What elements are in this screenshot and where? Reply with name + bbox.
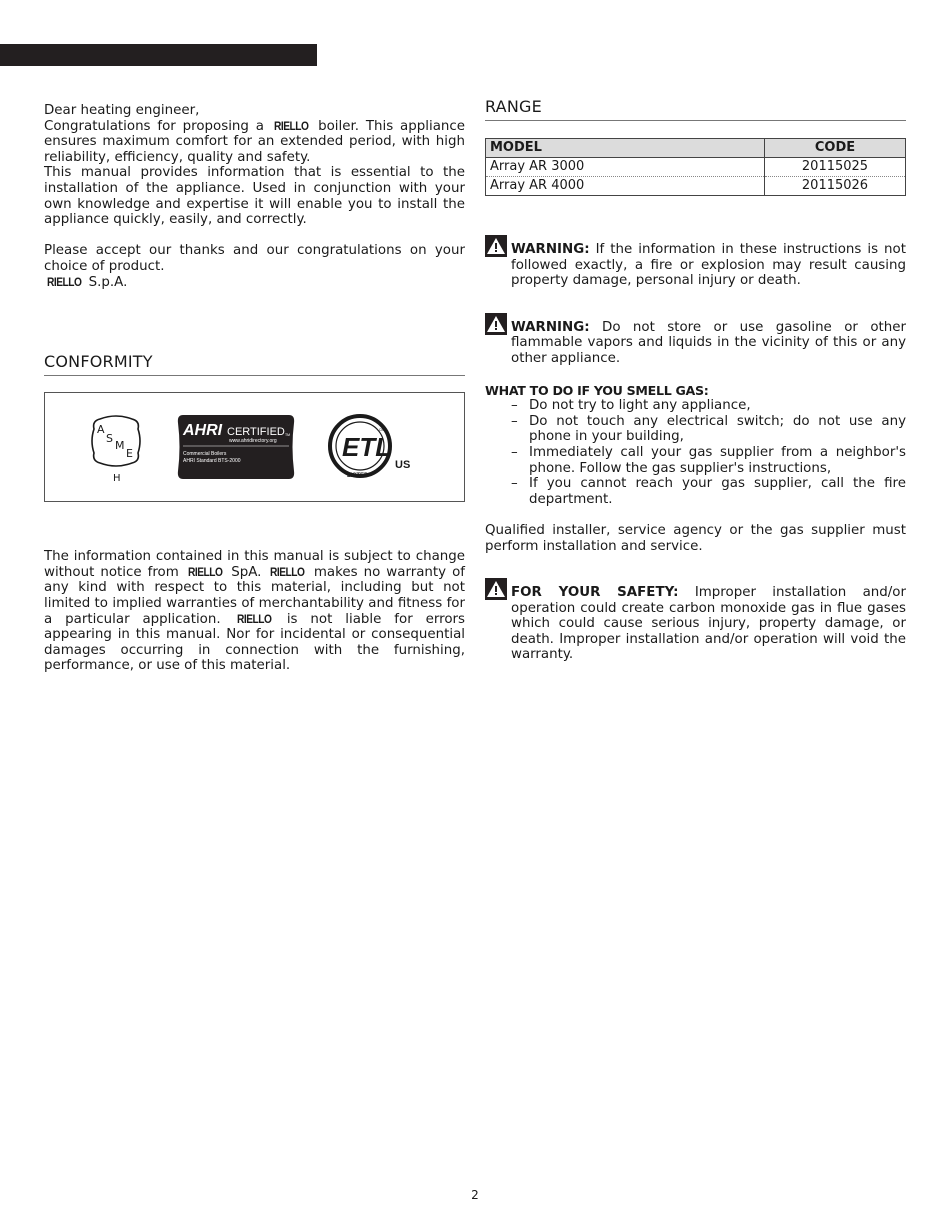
ahri-certified: CERTIFIED xyxy=(227,426,285,439)
brand-name: RIELLO xyxy=(236,611,271,626)
safety-text: Improper installation and/or operation could create carbon monoxide gas in flue gases which could cause serious injury, property damage, or death. Improper installation and/or operation will void the warranty. xyxy=(511,585,906,663)
code-cell: 20115026 xyxy=(765,177,906,196)
etl-listed-logo xyxy=(327,413,413,483)
left-column xyxy=(44,103,465,674)
smell-gas-title: WHAT TO DO IF YOU SMELL GAS: xyxy=(485,382,709,398)
brand-name: RIELLO xyxy=(270,564,305,579)
warning-flammable xyxy=(485,320,906,367)
brand-name: RIELLO xyxy=(47,274,82,289)
conformity-title: CONFORMITY xyxy=(44,352,465,376)
warning-text: Do not store or use gasoline or other flammable vapors and liquids in the vicinity of this or any other appliance. xyxy=(511,319,906,366)
column-header-model: MODEL xyxy=(486,139,765,158)
right-column xyxy=(485,97,906,663)
intro-paragraph-3: Please accept our thanks and our congratulations on your choice of product. xyxy=(44,243,465,274)
ahri-tm: TM xyxy=(285,433,291,438)
ahri-certified-logo xyxy=(177,415,295,479)
list-item: – Do not touch any electrical switch; do not use any phone in your building, xyxy=(485,414,906,445)
warning-label: WARNING: xyxy=(511,319,590,335)
signature: RIELLO S.p.A. xyxy=(47,274,128,290)
disclaimer: The information contained in this manual is subject to change without notice from RIELLO SpA. RIELLO makes no warranty of any kind with respect to this material, including but not limited to implied warranties of merchantability and fitness for a particular application. RIELLO is not liable for errors appearing in this manual. Nor for incidental or consequential damages occurring in connection with the furnishing, performance, or use of this material. xyxy=(44,549,466,674)
smell-gas-list xyxy=(485,398,906,507)
qualified-installer-note: Qualified installer, service agency or the gas supplier must perform installation and service. xyxy=(485,522,906,554)
ahri-line-1: Commercial Boilers xyxy=(183,451,227,458)
smell-gas-section xyxy=(485,383,906,508)
etl-listed: LISTED xyxy=(347,473,369,480)
warning-triangle-icon xyxy=(485,578,507,600)
ahri-mark: AHRI xyxy=(183,422,223,440)
range-table xyxy=(485,138,906,196)
etl-mark: ETL xyxy=(342,432,392,463)
list-item: – Do not try to light any appliance, xyxy=(485,398,906,414)
intro-paragraph-1: Congratulations for proposing a RIELLO boiler. This appliance ensures maximum comfort for an extended period, with high reliability, efficiency, quality and safety. xyxy=(44,118,465,165)
column-header-code: CODE xyxy=(765,139,906,158)
ahri-url: www.ahridirectory.org xyxy=(229,438,277,445)
asme-letter: M xyxy=(115,439,125,453)
table-row xyxy=(486,158,906,177)
conformity-section xyxy=(44,352,465,502)
asme-logo xyxy=(90,415,142,485)
warning-fire xyxy=(485,242,906,289)
model-cell: Array AR 3000 xyxy=(486,158,765,177)
etl-c: CM xyxy=(379,428,385,433)
intro-paragraph-2: This manual provides information that is essential to the installation of the appliance. Used in conjunction with your own knowledge and expertise it will enable you to install the appliance quickly, easily, and correctly. xyxy=(44,165,465,228)
asme-letter: S xyxy=(106,432,113,446)
brand-name: RIELLO xyxy=(273,118,309,133)
asme-letter: A xyxy=(97,423,105,437)
asme-letter: E xyxy=(126,447,133,461)
greeting: Dear heating engineer, xyxy=(44,103,200,118)
warning-label: WARNING: xyxy=(511,242,590,257)
warning-text: If the information in these instructions is not followed exactly, a fire or explosion may result causing property damage, personal injury or death. xyxy=(511,242,906,289)
list-item: – Immediately call your gas supplier from a neighbor's phone. Follow the gas supplier's instructions, xyxy=(485,445,906,476)
table-row xyxy=(486,177,906,196)
warning-triangle-icon xyxy=(485,235,507,257)
code-cell: 20115025 xyxy=(765,158,906,177)
safety-warning xyxy=(485,585,906,663)
list-item: – If you cannot reach your gas supplier, call the fire department. xyxy=(485,476,906,507)
range-title: RANGE xyxy=(485,97,906,121)
safety-label: FOR YOUR SAFETY: xyxy=(511,585,679,601)
page-number: 2 xyxy=(471,1188,479,1202)
etl-us: US xyxy=(395,459,411,472)
brand-name: RIELLO xyxy=(187,564,223,579)
ahri-line-2: AHRI Standard BTS-2000 xyxy=(183,458,241,465)
header-bar xyxy=(0,44,317,66)
model-cell: Array AR 4000 xyxy=(486,177,765,196)
warning-triangle-icon xyxy=(485,313,507,335)
certification-logos xyxy=(44,392,465,502)
asme-stamp: H xyxy=(113,473,121,485)
